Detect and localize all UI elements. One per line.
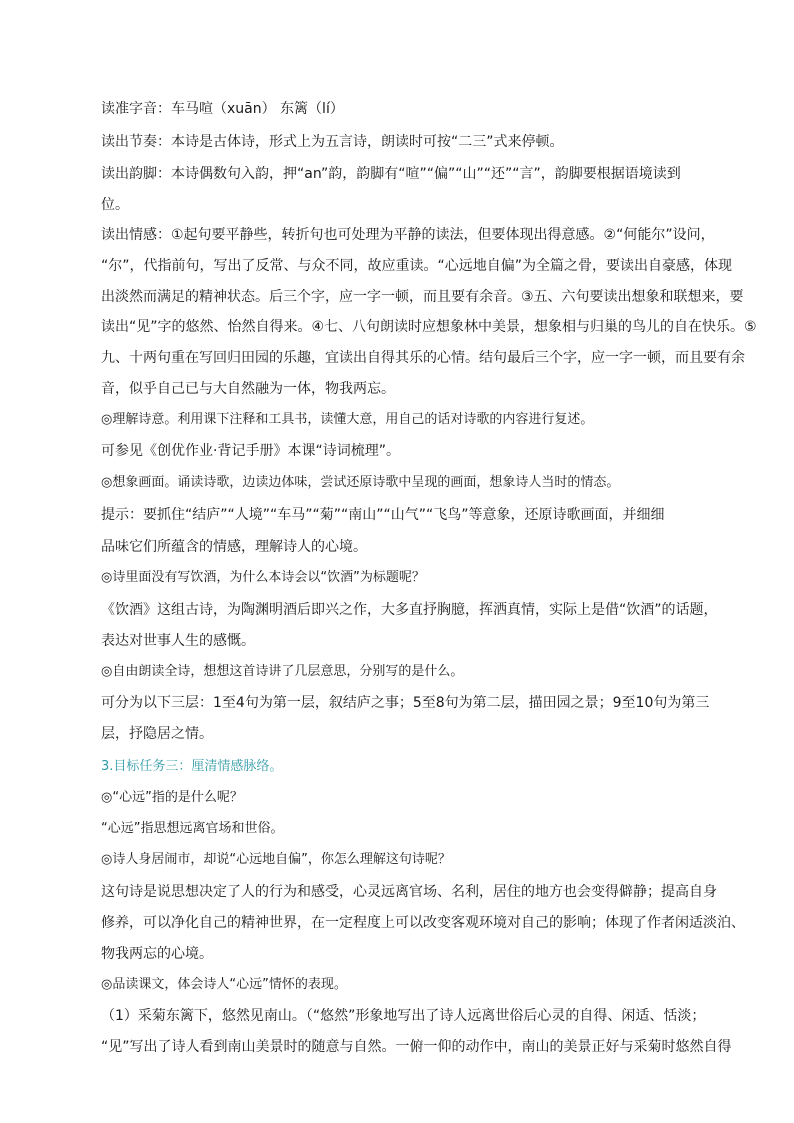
- emotion-paragraph-line: 音，似乎自己已与大自然融为一体，物我两忘。: [101, 381, 395, 397]
- analysis-line: “见”写出了诗人看到南山美景时的随意与自然。一俯一仰的动作中，南山的美景正好与采菊时悠然自得: [101, 1039, 732, 1055]
- emotion-paragraph-line: 九、十两句重在写回归田园的乐趣，宜读出自得其乐的心情。结句最后三个字，应一字一顿，而且要有余: [101, 350, 745, 366]
- rhythm-line: 读出节奏：本诗是古体诗，形式上为五言诗，朗读时可按“二三”式来停顿。: [101, 134, 564, 150]
- answer-line: 表达对世事人生的感慨。: [101, 633, 255, 649]
- hint-line: 提示：要抓住“结庐”“人境”“车马”“菊”“南山”“山气”“飞鸟”等意象，还原诗歌画面，并细细: [101, 507, 665, 523]
- task-prompt: ◎想象画面。诵读诗歌，边读边体味，尝试还原诗歌中呈现的画面，想象诗人当时的情态。: [101, 475, 620, 490]
- rhyme-line-cont: 位。: [101, 197, 129, 213]
- emotion-paragraph-line: “尔”，代指前句，写出了反常、与众不同，故应重读。“心远地自偏”为全篇之骨，要读出自豪感，体现: [101, 258, 733, 274]
- rhyme-line: 读出韵脚：本诗偶数句入韵，押“an”韵，韵脚有“喧”“偏”“山”“还”“言”，韵脚要根据语境读到: [101, 166, 681, 182]
- pronunciation-line: 读准字音：车马喧（xuān） 东篱（lí）: [101, 101, 344, 117]
- answer-line: 《饮酒》这组古诗，为陶渊明酒后即兴之作，大多直抒胸臆，挥洒真情，实际上是借“饮酒”的话题，: [101, 602, 718, 618]
- answer-line: 物我两忘的心境。: [101, 946, 213, 962]
- answer-line: 可分为以下三层：1至4句为第一层，叙结庐之事；5至8句为第二层，描田园之景；9至10句为第三: [101, 695, 710, 711]
- answer-line: 层，抒隐居之情。: [101, 726, 213, 742]
- reference-line: 可参见《创优作业·背记手册》本课“诗词梳理”。: [101, 443, 400, 459]
- answer-line: “心远”指思想远离官场和世俗。: [101, 821, 284, 836]
- emotion-paragraph-line: 读出情感：①起句要平静些，转折句也可处理为平静的读法，但要体现出得意感。②“何能尔”设问，: [101, 227, 715, 243]
- task-prompt: ◎“心远”指的是什么呢？: [101, 790, 243, 805]
- emotion-paragraph-line: 读出“见”字的悠然、怡然自得来。④七、八句朗读时应想象林中美景，想象相与归巢的鸟儿的自在快乐。⑤: [101, 319, 757, 335]
- task-prompt: ◎自由朗读全诗，想想这首诗讲了几层意思，分别写的是什么。: [101, 664, 464, 679]
- section-heading: 3.目标任务三：厘清情感脉络。: [101, 759, 283, 774]
- task-prompt: ◎诗人身居闹市，却说“心远地自偏”，你怎么理解这句诗呢？: [101, 852, 451, 867]
- hint-line: 品味它们所蕴含的情感，理解诗人的心境。: [101, 539, 367, 555]
- analysis-line: （1）采菊东篱下，悠然见南山。（“悠然”形象地写出了诗人远离世俗后心灵的自得、闲适、恬淡；: [101, 1008, 706, 1024]
- task-prompt: ◎诗里面没有写饮酒，为什么本诗会以“饮酒”为标题呢？: [101, 570, 425, 585]
- answer-line: 修养，可以净化自己的精神世界，在一定程度上可以改变客观环境对自己的影响；体现了作者闲适淡泊、: [101, 915, 745, 931]
- task-prompt: ◎理解诗意。利用课下注释和工具书，读懂大意，用自己的话对诗歌的内容进行复述。: [101, 412, 594, 427]
- answer-line: 这句诗是说思想决定了人的行为和感受，心灵远离官场、名利，居住的地方也会变得僻静；提高自身: [101, 884, 717, 900]
- task-prompt: ◎品读课文，体会诗人“心远”情怀的表现。: [101, 977, 347, 992]
- emotion-paragraph-line: 出淡然而满足的精神状态。后三个字，应一字一顿，而且要有余音。③五、六句要读出想象和联想来，要: [101, 289, 744, 305]
